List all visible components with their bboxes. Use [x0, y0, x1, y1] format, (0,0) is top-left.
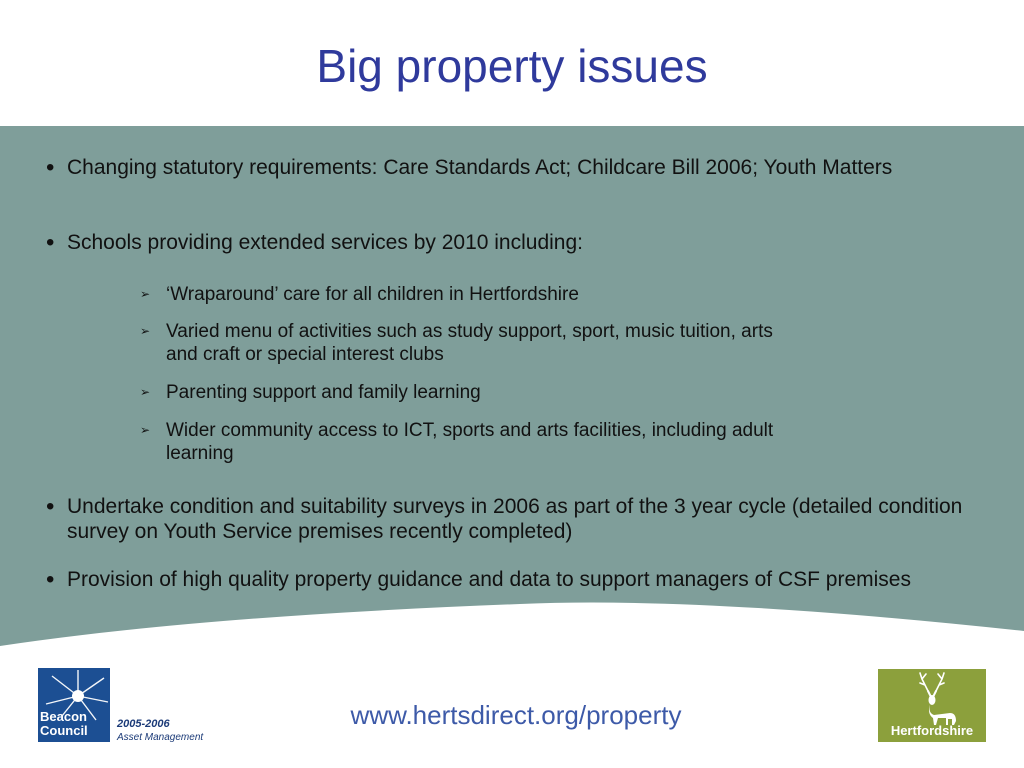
footer-url-link[interactable]: www.hertsdirect.org/property: [350, 700, 682, 730]
bullet-text: Undertake condition and suitability surveys in 2006 as part of the 3 year cycle (detailed condition survey on Youth Service premises recently completed): [67, 495, 963, 543]
hertfordshire-logo: [878, 669, 986, 742]
beacon-logo-line2: Council: [40, 723, 88, 738]
arrow-bullet-icon: ➢: [140, 324, 151, 338]
bullet-text: Schools providing extended services by 2010 including:: [67, 231, 583, 254]
sub-bullet-text: Parenting support and family learning: [166, 382, 481, 403]
bullet-item: [46, 567, 996, 592]
slide-title: Big property issues: [316, 40, 708, 92]
bullet-item: [46, 494, 996, 544]
bullet-icon: •: [46, 154, 55, 181]
bullet-text: Provision of high quality property guidance and data to support managers of CSF premises: [67, 568, 911, 591]
content-band: [0, 126, 1024, 646]
bullet-icon: •: [46, 229, 55, 256]
sub-bullet-item: [140, 419, 830, 465]
arrow-bullet-icon: ➢: [140, 287, 151, 301]
beacon-years: 2005-2006: [117, 718, 170, 730]
bullet-item: [46, 155, 996, 180]
stag-icon: [878, 669, 986, 725]
beacon-subtitle: Asset Management: [117, 732, 204, 743]
arrow-bullet-icon: ➢: [140, 423, 151, 437]
bullet-item: [46, 230, 996, 255]
arrow-bullet-icon: ➢: [140, 385, 151, 399]
beacon-logo-line1: Beacon: [40, 709, 87, 724]
sub-bullet-item: [140, 320, 830, 366]
bullet-icon: •: [46, 566, 55, 593]
hertfordshire-logo-text: Hertfordshire: [890, 723, 974, 738]
sub-bullet-text: ‘Wraparound’ care for all children in Hertfordshire: [166, 284, 579, 305]
sub-bullet-item: [140, 283, 830, 306]
bullet-text: Changing statutory requirements: Care Standards Act; Childcare Bill 2006; Youth Matters: [67, 156, 893, 179]
bullet-icon: •: [46, 493, 55, 520]
slide-content: [0, 126, 1024, 646]
sub-bullet-item: [140, 381, 830, 404]
sub-bullet-text: Wider community access to ICT, sports and arts facilities, including adult learning: [166, 420, 774, 464]
sub-bullet-text: Varied menu of activities such as study support, sport, music tuition, arts and craft or special interest clubs: [166, 321, 773, 365]
